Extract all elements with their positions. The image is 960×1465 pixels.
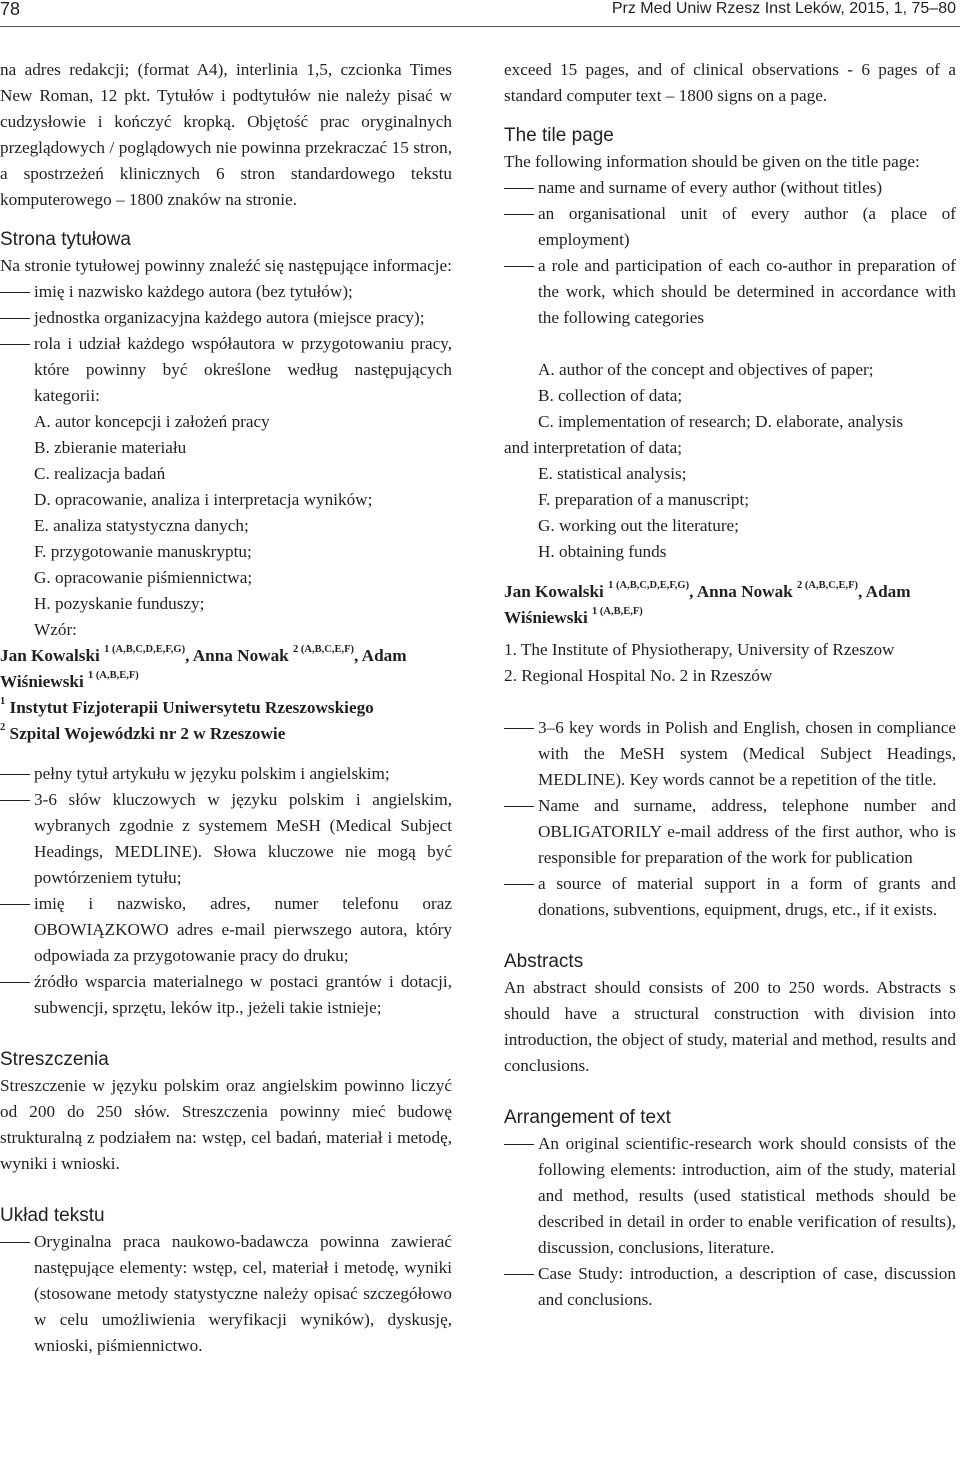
abstract-paragraph: Streszczenie w języku polskim oraz angielskim powinno liczyć od 200 do 250 słów. Streszczenia powinny mieć budowę strukturalną z podziałem na: wstęp, cel badań, materiał i metodę, wyniki i wnioski. [0, 1076, 452, 1173]
list-item: pełny tytuł artykułu w języku polskim i angielskim; [0, 761, 452, 787]
category-item: E. statistical analysis; [538, 464, 687, 483]
header-rule [0, 26, 960, 27]
category-item: C. realizacja badań [34, 464, 166, 483]
pattern-label: Wzór: [34, 620, 77, 639]
list-item: rola i udział każdego współautora w przygotowaniu pracy, które powinny być określone według następujących kategorii: [0, 331, 452, 409]
list-item: jednostka organizacyjna każdego autora (miejsce pracy); [0, 305, 452, 331]
category-item: A. autor koncepcji i założeń pracy [34, 412, 270, 431]
list-item: Name and surname, address, telephone number and OBLIGATORILY e-mail address of the first author, who is responsible for preparation of the work for publication [504, 793, 956, 871]
category-list [0, 409, 452, 643]
list-item: An original scientific-research work should consists of the following elements: introduction, aim of the study, material and method, results (used statistical methods should be described in detail in order to enable verification of results), discussion, conclusions, literature. [504, 1131, 956, 1261]
title-intro: The following information should be given on the title page: [504, 152, 920, 171]
list-item: imię i nazwisko każdego autora (bez tytułów); [0, 279, 452, 305]
category-item: B. collection of data; [538, 386, 683, 405]
section-heading-abstracts: Streszczenia [0, 1049, 109, 1070]
category-item: G. opracowanie piśmiennictwa; [34, 568, 253, 587]
section-heading-title-page: The tile page [504, 125, 614, 146]
category-item: A. author of the concept and objectives of paper; [538, 360, 874, 379]
category-item: H. pozyskanie funduszy; [34, 594, 205, 613]
category-item: E. analiza statystyczna danych; [34, 516, 249, 535]
category-item: F. preparation of a manuscript; [538, 490, 750, 509]
running-header [0, 0, 960, 26]
category-item: H. obtaining funds [538, 542, 667, 561]
section-heading-title-page: Strona tytułowa [0, 229, 131, 250]
category-item: B. zbieranie materiału [34, 438, 187, 457]
journal-citation: Prz Med Uniw Rzesz Inst Leków, 2015, 1, 75–80 [611, 0, 956, 17]
category-item: and interpretation of data; [504, 438, 683, 457]
list-item: a role and participation of each co-author in preparation of the work, which should be determined in accordance with the following categories [504, 253, 956, 331]
example-authors-cont: Wiśniewski $^{1 (A,B,E,F)}$ [0, 670, 139, 691]
right-column [504, 57, 956, 1313]
list-item: Case Study: introduction, a description of case, discussion and conclusions. [504, 1261, 956, 1313]
list-item: źródło wsparcia materialnego w postaci grantów i dotacji, subwencji, sprzętu, leków itp., jeżeli takie istnieje; [0, 969, 452, 1021]
list-item: 3–6 key words in Polish and English, chosen in compliance with the MeSH system (Medical Subject Headings, MEDLINE). Key words cannot be a repetition of the title. [504, 715, 956, 793]
example-affiliation: 1. The Institute of Physiotherapy, University of Rzeszow [504, 640, 895, 659]
section-heading-abstracts: Abstracts [504, 951, 584, 972]
intro-paragraph: exceed 15 pages, and of clinical observations - 6 pages of a standard computer text – 1800 signs on a page. [504, 60, 956, 105]
example-affiliation: $^2$ Szpital Wojewódzki nr 2 w Rzeszowie [0, 722, 286, 743]
list-item: a source of material support in a form of grants and donations, subventions, equipment, drugs, etc., if it exists. [504, 871, 956, 923]
abstract-paragraph: An abstract should consists of 200 to 250 words. Abstracts s should have a structural construction with division into introduction, the object of study, material and method, results and conclusions. [504, 978, 956, 1075]
category-item: G. working out the literature; [538, 516, 739, 535]
list-item: Oryginalna praca naukowo-badawcza powinna zawierać następujące elementy: wstęp, cel, materiał i metodę, wyniki (stosowane metody statystyczne należy opisać szczegółowo w celu umożliwienia weryfikacji wyników), dyskusję, wnioski, piśmiennictwo. [0, 1229, 452, 1359]
category-item: F. przygotowanie manuskryptu; [34, 542, 252, 561]
title-intro: Na stronie tytułowej powinny znaleźć się następujące informacje: [0, 256, 452, 275]
page-number: 78 [0, 0, 21, 19]
list-item: name and surname of every author (without titles) [504, 175, 956, 201]
list-item: an organisational unit of every author (a place of employment) [504, 201, 956, 253]
left-column [0, 57, 452, 1359]
example-affiliation: $^1$ Instytut Fizjoterapii Uniwersytetu Rzeszowskiego [0, 696, 374, 717]
example-affiliation: 2. Regional Hospital No. 2 in Rzeszów [504, 666, 773, 685]
section-heading-layout: Arrangement of text [504, 1107, 671, 1128]
list-item: imię i nazwisko, adres, numer telefonu oraz OBOWIĄZKOWO adres e-mail pierwszego autora, który odpowiada za przygotowanie pracy do druku; [0, 891, 452, 969]
intro-paragraph: na adres redakcji; (format A4), interlinia 1,5, czcionka Times New Roman, 12 pkt. Tytułów i podtytułów nie należy pisać w cudzysłowie i kończyć kropką. Objętość prac oryginalnych przeglądowych / poglądowych nie powinna przekraczać 15 stron, a spostrzeżeń klinicznych 6 stron standardowego tekstu komputerowego – 1800 znaków na stronie. [0, 60, 452, 209]
list-item: 3-6 słów kluczowych w języku polskim i angielskim, wybranych zgodnie z systemem MeSH (Medical Subject Headings, MEDLINE). Słowa kluczowe nie mogą być powtórzeniem tytułu; [0, 787, 452, 891]
section-heading-layout: Układ tekstu [0, 1205, 105, 1226]
category-item: D. opracowanie, analiza i interpretacja wyników; [34, 490, 373, 509]
example-authors: Jan Kowalski $^{1 (A,B,C,D,E,F,G)}$, Anna Nowak $^{2 (A,B,C,E,F)}$, Adam [0, 644, 407, 665]
category-item: C. implementation of research; D. elaborate, analysis [538, 412, 904, 431]
example-authors-cont: Wiśniewski $^{1 (A,B,E,F)}$ [504, 606, 643, 627]
example-authors: Jan Kowalski $^{1 (A,B,C,D,E,F,G)}$, Anna Nowak $^{2 (A,B,C,E,F)}$, Adam [504, 580, 911, 601]
